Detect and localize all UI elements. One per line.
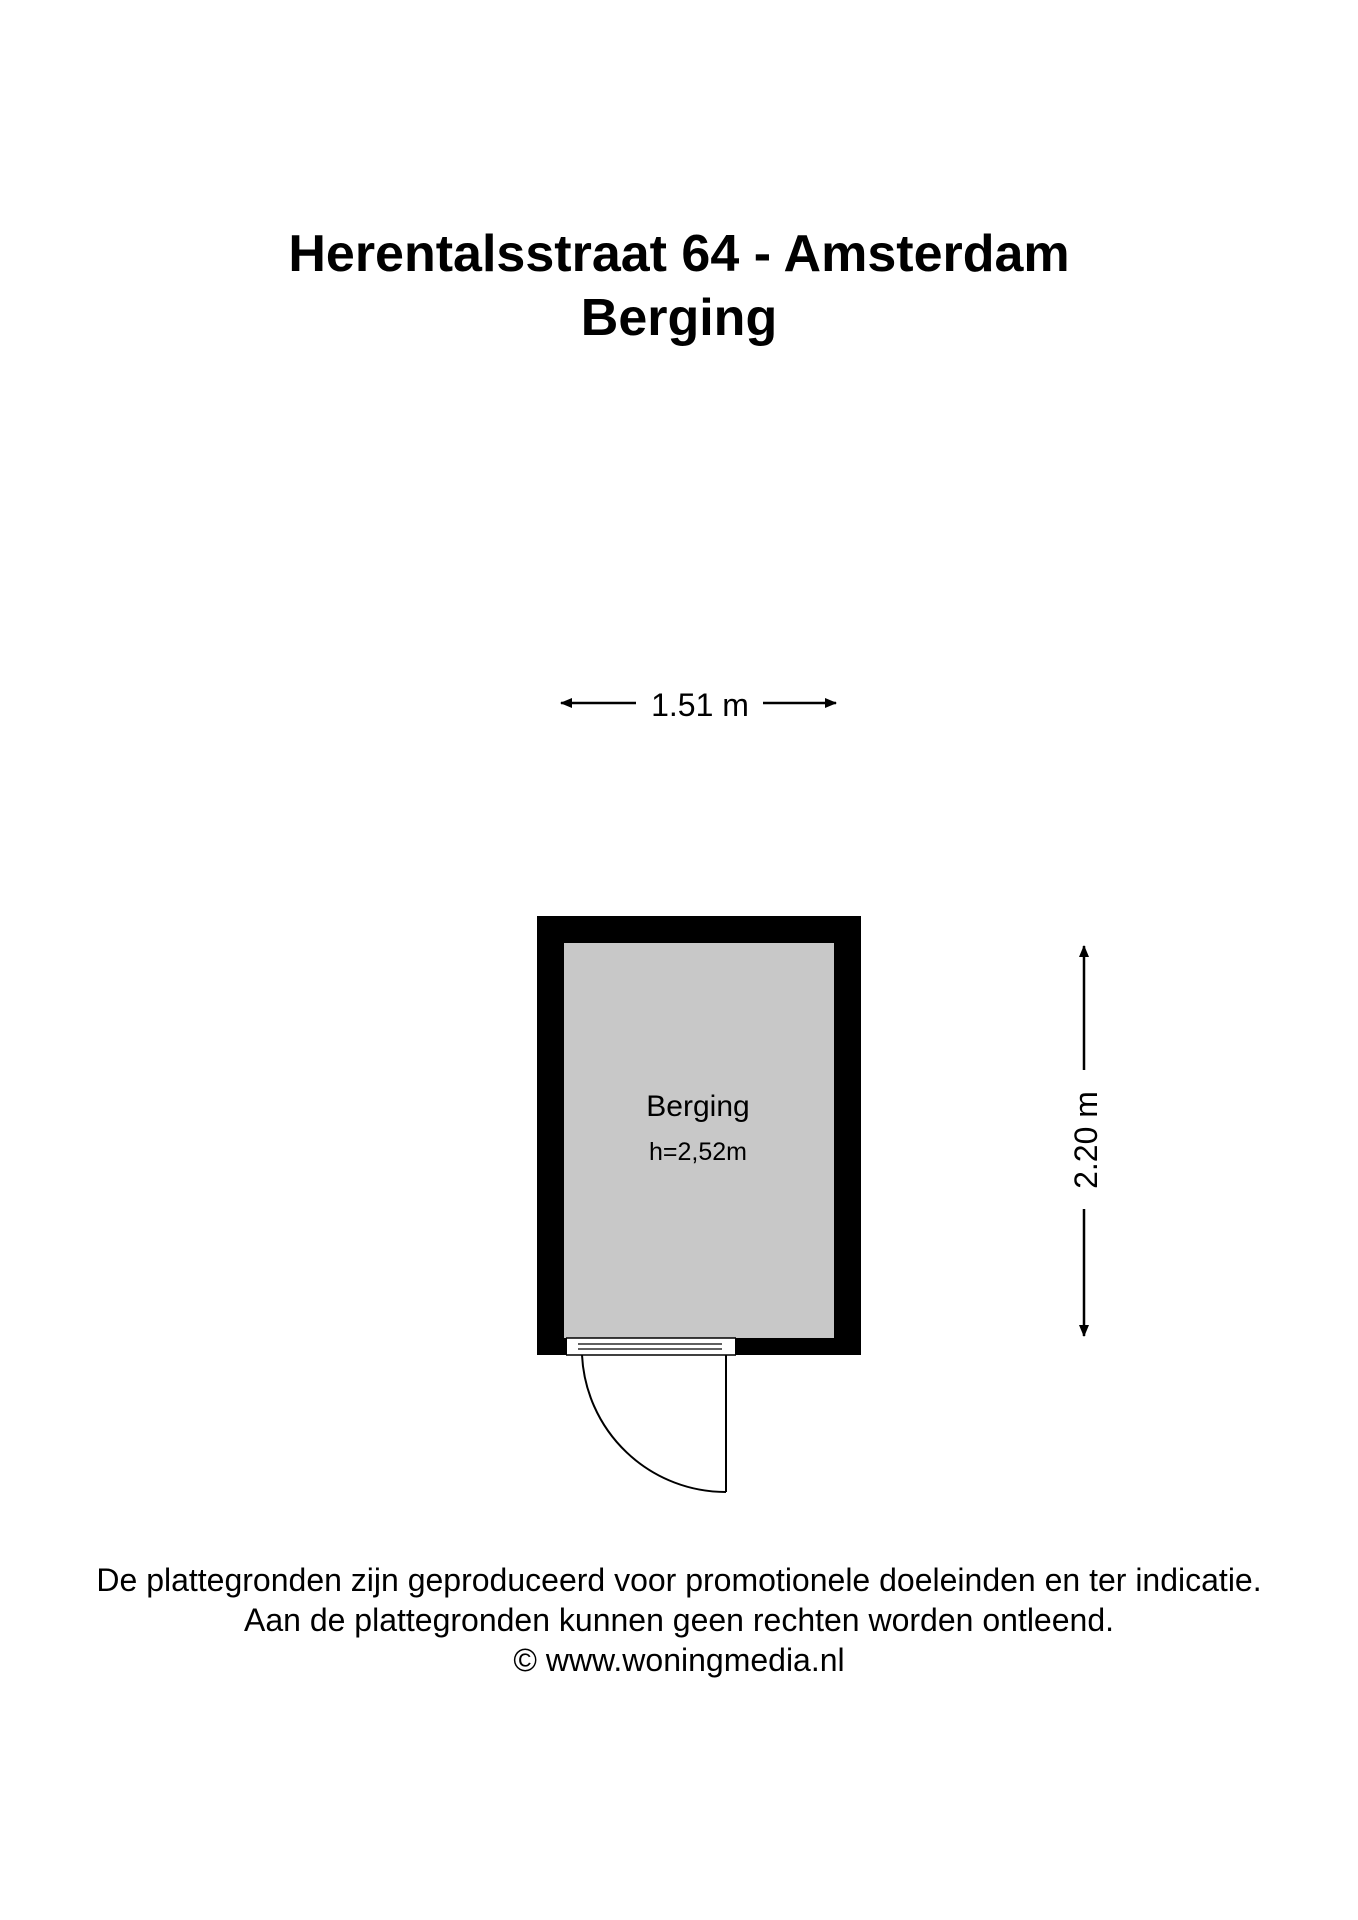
room-height: h=2,52m — [649, 1138, 747, 1166]
disclaimer-line-2: Aan de plattegronden kunnen geen rechten worden ontleend. — [243, 1602, 1114, 1638]
disclaimer — [0, 1560, 1358, 1680]
floor-title: Berging — [580, 289, 778, 347]
door-opening — [566, 1338, 736, 1355]
depth-dimension-label: 2.20 m — [1068, 1091, 1104, 1189]
width-dimension — [561, 687, 836, 723]
copyright-line: © www.woningmedia.nl — [513, 1642, 845, 1678]
room-name: Berging — [646, 1090, 750, 1123]
door-swing-arc — [582, 1355, 726, 1492]
width-dimension-label: 1.51 m — [651, 687, 749, 723]
depth-dimension — [1068, 946, 1104, 1336]
room-berging — [537, 916, 861, 1492]
address-title: Herentalsstraat 64 - Amsterdam — [288, 225, 1070, 283]
disclaimer-line-1: De plattegronden zijn geproduceerd voor promotionele doeleinden en ter indicatie. — [96, 1562, 1262, 1598]
